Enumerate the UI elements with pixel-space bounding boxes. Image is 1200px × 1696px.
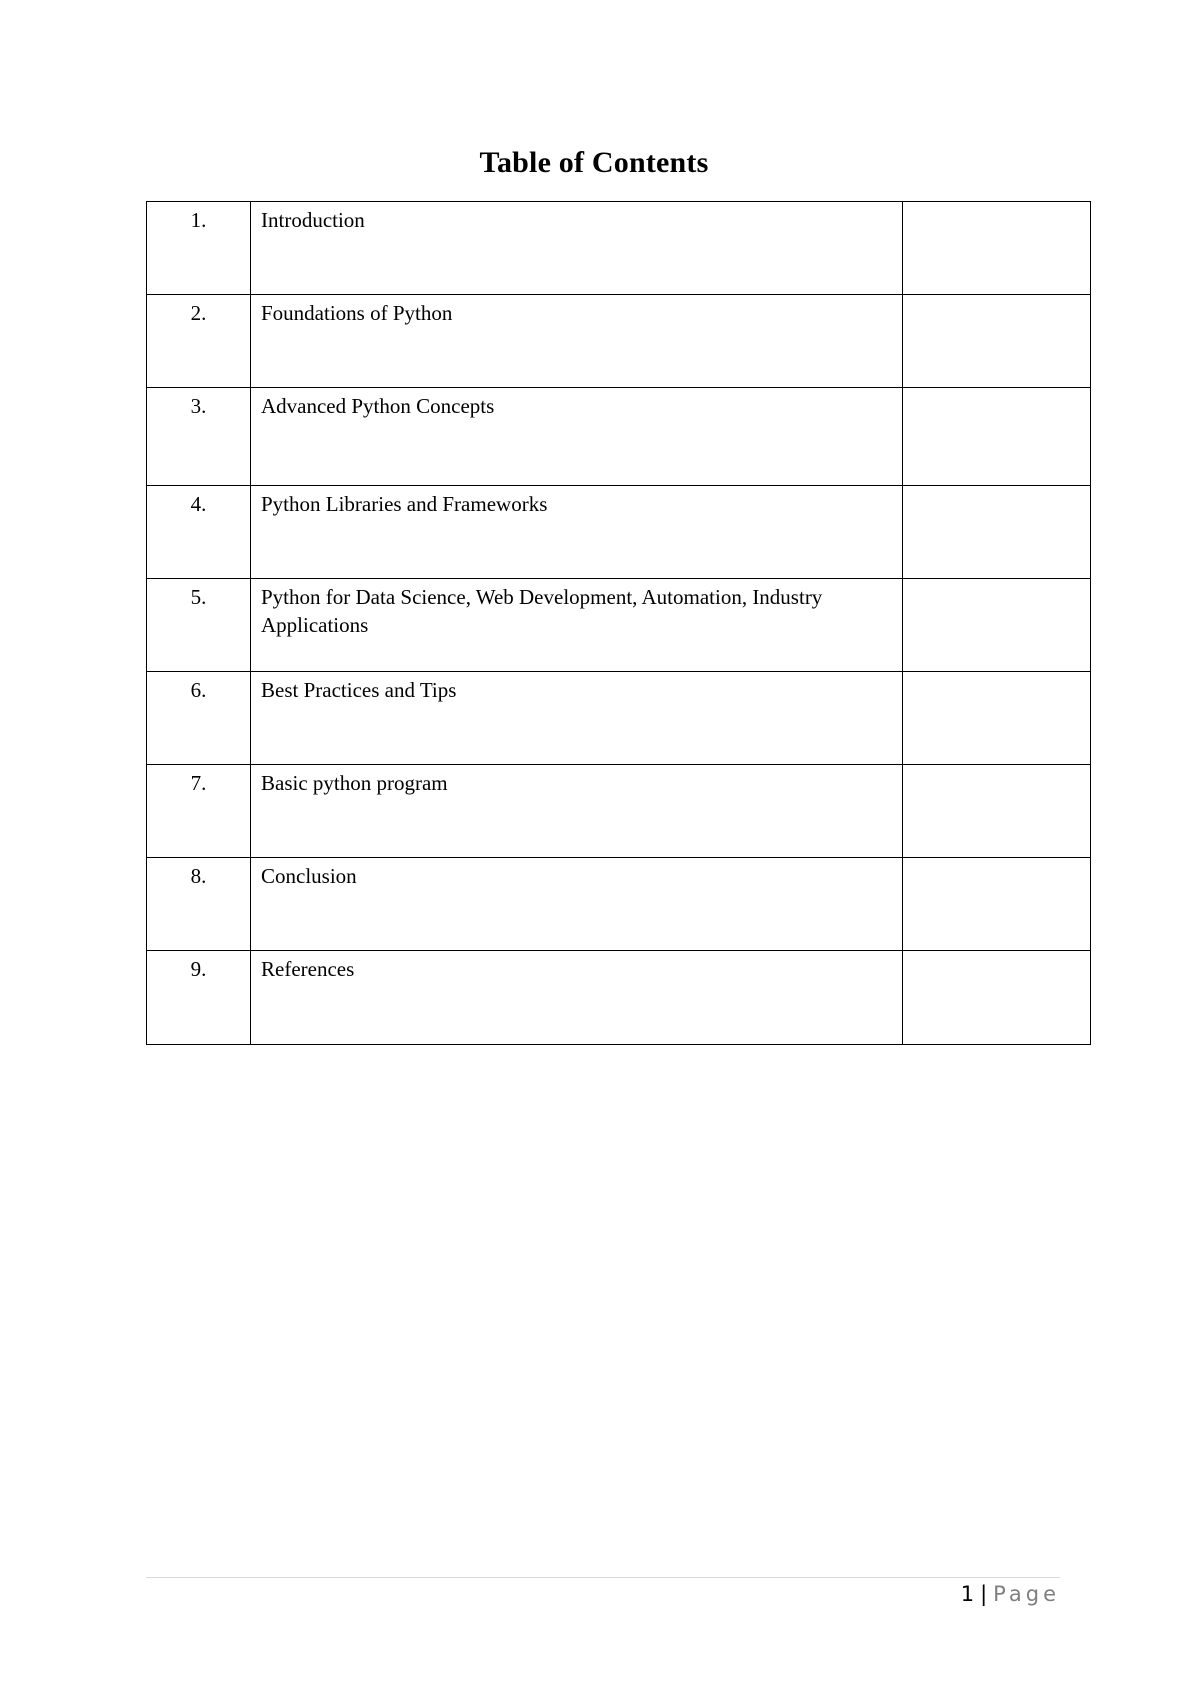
toc-page bbox=[903, 579, 1091, 672]
toc-number: 6. bbox=[147, 672, 251, 765]
toc-entry: Python Libraries and Frameworks bbox=[251, 486, 903, 579]
toc-table bbox=[146, 201, 1091, 1045]
toc-page bbox=[903, 672, 1091, 765]
toc-page bbox=[903, 858, 1091, 951]
toc-entry: Python for Data Science, Web Development, Automation, Industry Applications bbox=[251, 579, 903, 672]
table-row bbox=[147, 388, 1091, 486]
table-row bbox=[147, 858, 1091, 951]
table-row bbox=[147, 579, 1091, 672]
toc-page bbox=[903, 295, 1091, 388]
table-row bbox=[147, 672, 1091, 765]
toc-number: 4. bbox=[147, 486, 251, 579]
footer-page-label: Page bbox=[993, 1582, 1060, 1606]
footer-page-number: 1 bbox=[960, 1582, 975, 1606]
toc-number: 2. bbox=[147, 295, 251, 388]
toc-page bbox=[903, 765, 1091, 858]
toc-page bbox=[903, 486, 1091, 579]
toc-number: 1. bbox=[147, 202, 251, 295]
footer-separator: | bbox=[980, 1582, 988, 1606]
toc-entry: Introduction bbox=[251, 202, 903, 295]
toc-entry: Basic python program bbox=[251, 765, 903, 858]
toc-entry: Foundations of Python bbox=[251, 295, 903, 388]
toc-number: 5. bbox=[147, 579, 251, 672]
page-title: Table of Contents bbox=[479, 146, 709, 179]
toc-entry: Best Practices and Tips bbox=[251, 672, 903, 765]
toc-page bbox=[903, 951, 1091, 1045]
toc-number: 3. bbox=[147, 388, 251, 486]
table-row bbox=[147, 295, 1091, 388]
toc-page bbox=[903, 202, 1091, 295]
toc-number: 9. bbox=[147, 951, 251, 1045]
toc-entry: Advanced Python Concepts bbox=[251, 388, 903, 486]
toc-page bbox=[903, 388, 1091, 486]
table-row bbox=[147, 765, 1091, 858]
footer-divider bbox=[146, 1577, 1060, 1578]
toc-entry: Conclusion bbox=[251, 858, 903, 951]
toc-entry: References bbox=[251, 951, 903, 1045]
table-row bbox=[147, 486, 1091, 579]
toc-number: 8. bbox=[147, 858, 251, 951]
table-row bbox=[147, 202, 1091, 295]
toc-number: 7. bbox=[147, 765, 251, 858]
table-row bbox=[147, 951, 1091, 1045]
page-footer bbox=[961, 1579, 1060, 1609]
